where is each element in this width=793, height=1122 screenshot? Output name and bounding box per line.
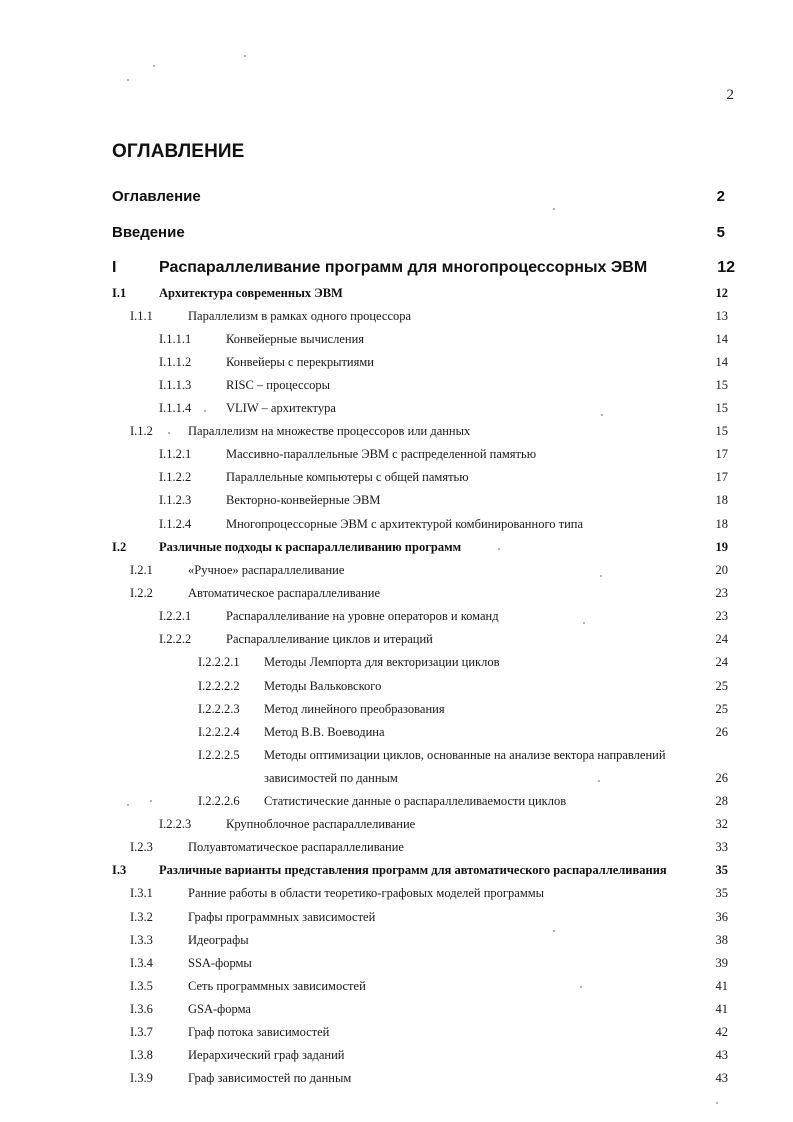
toc-page: 41 (715, 979, 728, 993)
toc-title: Идеографы (188, 933, 249, 947)
toc-number: I.3.5 (130, 979, 153, 993)
toc-title: «Ручное» распараллеливание (188, 563, 345, 577)
toc-number: I.1.1.3 (159, 378, 192, 392)
toc-title: Графы программных зависимостей (188, 910, 376, 924)
toc-page: 14 (715, 332, 728, 346)
toc-number: I.1 (112, 286, 127, 300)
scan-speck (168, 432, 170, 434)
toc-title: Параллельные компьютеры с общей памятью (226, 470, 469, 484)
toc-number: I.2.2.3 (159, 817, 192, 831)
toc-number: I.3.3 (130, 933, 153, 947)
toc-number: I.1.1.2 (159, 355, 192, 369)
toc-page: 36 (715, 910, 728, 924)
scan-speck (127, 804, 129, 806)
toc-number: I.1.2 (130, 424, 153, 438)
toc-number: I.3.2 (130, 910, 153, 924)
toc-page: 39 (715, 956, 728, 970)
toc-page: 18 (715, 493, 728, 507)
toc-heading: ОГЛАВЛЕНИЕ (112, 141, 245, 162)
toc-page: 23 (715, 609, 728, 623)
toc-number: I.3.4 (130, 956, 153, 970)
scan-speck (583, 622, 585, 624)
toc-page: 35 (715, 863, 728, 877)
toc-number: I.2.2.2 (159, 632, 192, 646)
scan-speck (553, 208, 555, 210)
toc-number: I.3.9 (130, 1071, 153, 1085)
toc-title: Метод В.В. Воеводина (264, 725, 385, 739)
toc-title: Распараллеливание на уровне операторов и команд (226, 609, 499, 623)
toc-number: I.2.2.2.3 (198, 702, 240, 716)
toc-title: Метод линейного преобразования (264, 702, 445, 716)
toc-page: 12 (717, 259, 735, 276)
toc-number: I.3 (112, 863, 127, 877)
toc-number: I.3.8 (130, 1048, 153, 1062)
toc-title: Распараллеливание программ для многопроцессорных ЭВМ (159, 259, 648, 276)
toc-number: I.2.2.2.6 (198, 794, 240, 808)
toc-page: 42 (715, 1025, 728, 1039)
toc-number: I.1.2.3 (159, 493, 192, 507)
toc-title: Крупноблочное распараллеливание (226, 817, 416, 831)
page-number: 2 (726, 87, 734, 103)
toc-title: Оглавление (112, 188, 201, 205)
toc-number: I.2.2 (130, 586, 153, 600)
toc-page: 15 (715, 424, 728, 438)
toc-title: Векторно-конвейерные ЭВМ (226, 493, 381, 507)
toc-title: Параллелизм в рамках одного процессора (188, 309, 412, 323)
toc-page: 20 (715, 563, 728, 577)
toc-number: I.2.2.2.5 (198, 748, 240, 762)
toc-page: 19 (715, 540, 728, 554)
toc-page: 35 (715, 886, 728, 900)
toc-title: Массивно-параллельные ЭВМ с распределенной памятью (226, 447, 537, 461)
toc-number: I.3.6 (130, 1002, 153, 1016)
toc-number: I.3.1 (130, 886, 153, 900)
toc-page: 17 (715, 447, 728, 461)
scan-speck (244, 55, 246, 57)
toc-page: 5 (716, 224, 725, 241)
toc-title: Методы оптимизации циклов, основанные на анализе вектора направлений (264, 748, 666, 762)
toc-title: Статистические данные о распараллеливаемости циклов (264, 794, 567, 808)
toc-number: I.1.2.1 (159, 447, 192, 461)
scan-speck (153, 65, 155, 67)
toc-page: 17 (715, 470, 728, 484)
toc-page: 43 (715, 1071, 728, 1085)
toc-page: 28 (715, 794, 728, 808)
toc-title: Сеть программных зависимостей (188, 979, 366, 993)
toc-title: Методы Вальковского (264, 679, 382, 693)
toc-number: I.1.1.4 (159, 401, 192, 415)
toc-number: I.2.2.2.1 (198, 655, 240, 669)
toc-title: Различные варианты представления программ для автоматического распараллеливания (159, 863, 667, 877)
toc-page: 14 (715, 355, 728, 369)
toc-number: I.2.2.2.2 (198, 679, 240, 693)
toc-number: I (112, 259, 117, 276)
scan-speck (498, 548, 500, 550)
toc-title: Параллелизм на множестве процессоров или данных (188, 424, 471, 438)
toc-page: 25 (715, 679, 728, 693)
toc-title: Многопроцессорные ЭВМ с архитектурой комбинированного типа (226, 517, 584, 531)
toc-number: I.2 (112, 540, 127, 554)
scan-speck (553, 930, 555, 932)
toc-title: SSA-формы (188, 956, 252, 970)
toc-page: 24 (715, 655, 728, 669)
toc-page: 2 (716, 188, 725, 205)
toc-title: Введение (112, 224, 185, 241)
toc-number: I.1.1.1 (159, 332, 192, 346)
scan-speck (716, 1102, 718, 1104)
toc-number: I.3.7 (130, 1025, 153, 1039)
toc-title: Распараллеливание циклов и итераций (226, 632, 433, 646)
toc-page: 43 (715, 1048, 728, 1062)
toc-title: Конвейерные вычисления (226, 332, 365, 346)
toc-page: 23 (715, 586, 728, 600)
toc-title: Граф зависимостей по данным (188, 1071, 352, 1085)
toc-number: I.2.2.1 (159, 609, 192, 623)
scan-speck (204, 410, 206, 412)
scan-speck (580, 986, 582, 988)
toc-page: 26 (715, 771, 728, 785)
toc-page: 15 (715, 401, 728, 415)
toc-page: 33 (715, 840, 728, 854)
toc-title: Полуавтоматическое распараллеливание (188, 840, 404, 854)
scan-speck (600, 575, 602, 577)
scan-speck (127, 79, 129, 81)
toc-number: I.1.2.2 (159, 470, 192, 484)
toc-title: Иерархический граф заданий (188, 1048, 345, 1062)
toc-title: Автоматическое распараллеливание (188, 586, 380, 600)
toc-page: 32 (715, 817, 728, 831)
toc-page: 12 (715, 286, 728, 300)
toc-page: 38 (715, 933, 728, 947)
toc-title: Ранние работы в области теоретико-графовых моделей программы (188, 886, 545, 900)
toc-title: Конвейеры с перекрытиями (226, 355, 374, 369)
toc-number: I.1.2.4 (159, 517, 192, 531)
toc-title: Архитектура современных ЭВМ (159, 286, 343, 300)
toc-title: Методы Лемпорта для векторизации циклов (264, 655, 500, 669)
toc-page: 18 (715, 517, 728, 531)
toc-page: 13 (715, 309, 728, 323)
toc-number: I.1.1 (130, 309, 153, 323)
toc-number: I.2.1 (130, 563, 153, 577)
toc-title: Граф потока зависимостей (188, 1025, 330, 1039)
toc-page: 15 (715, 378, 728, 392)
toc-page: 26 (715, 725, 728, 739)
scan-speck (601, 414, 603, 416)
toc-page: 25 (715, 702, 728, 716)
toc-title: GSA-форма (188, 1002, 251, 1016)
toc-number: I.2.2.2.4 (198, 725, 240, 739)
toc-number: I.2.3 (130, 840, 153, 854)
scan-speck (150, 800, 152, 802)
toc-title: зависимостей по данным (264, 771, 398, 785)
toc-page: 41 (715, 1002, 728, 1016)
scan-speck (598, 780, 600, 782)
toc-page: 24 (715, 632, 728, 646)
toc-title: Различные подходы к распараллеливанию программ (159, 540, 462, 554)
toc-title: RISC – процессоры (226, 378, 331, 392)
toc-title: VLIW – архитектура (226, 401, 336, 415)
